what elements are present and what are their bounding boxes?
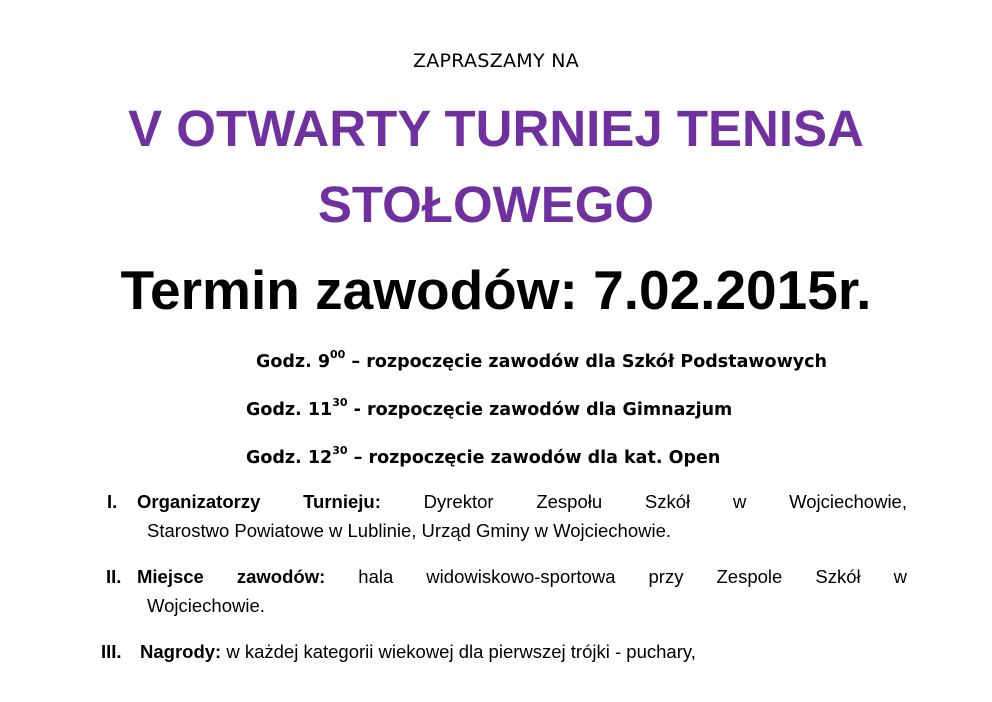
schedule-hour: Godz. 11 — [246, 399, 333, 420]
schedule-item — [246, 398, 732, 420]
tournament-title-line2: STOŁOWEGO — [317, 176, 655, 233]
schedule-description: - rozpoczęcie zawodów dla Gimnazjum — [347, 399, 733, 420]
item-text: w każdej kategorii wiekowej dla pierwszej trójki - puchary, — [221, 641, 696, 662]
schedule-hour: Godz. 9 — [256, 351, 331, 372]
tournament-title-line1: V OTWARTY TURNIEJ TENISA — [128, 100, 864, 157]
item-text-line1 — [137, 487, 907, 516]
item-label: Miejsce zawodów: — [137, 566, 326, 587]
invite-text: ZAPRASZAMY NA — [412, 50, 580, 72]
item-text-line2: Wojciechowie. — [147, 595, 265, 616]
info-item-organizers — [0, 487, 992, 547]
item-number: III. — [101, 641, 122, 662]
item-label: Nagrody: — [140, 641, 222, 662]
item-label: Organizatorzy Turnieju: — [137, 491, 381, 512]
item-text: Dyrektor Zespołu Szkół w Wojciechowie, — [380, 491, 907, 512]
item-number: II. — [106, 566, 122, 587]
schedule-description: – rozpoczęcie zawodów dla Szkół Podstawowych — [345, 351, 827, 372]
item-text-line2: Starostwo Powiatowe w Lublinie, Urząd Gminy w Wojciechowie. — [147, 520, 672, 541]
item-text-line1 — [137, 562, 907, 591]
schedule-item — [246, 446, 720, 468]
event-date: Termin zawodów: 7.02.2015r. — [120, 259, 872, 321]
item-number: I. — [107, 491, 118, 512]
schedule-item — [256, 350, 827, 372]
schedule-minutes: 30 — [332, 444, 348, 457]
item-text: hala widowiskowo-sportowa przy Zespole Szkół w — [325, 566, 907, 587]
item-text-line1 — [140, 637, 696, 666]
schedule-minutes: 00 — [330, 348, 346, 361]
schedule-hour: Godz. 12 — [246, 447, 333, 468]
info-item-prizes — [0, 637, 992, 667]
schedule-minutes: 30 — [332, 396, 348, 409]
info-item-venue — [0, 562, 992, 622]
schedule-description: – rozpoczęcie zawodów dla kat. Open — [347, 447, 721, 468]
